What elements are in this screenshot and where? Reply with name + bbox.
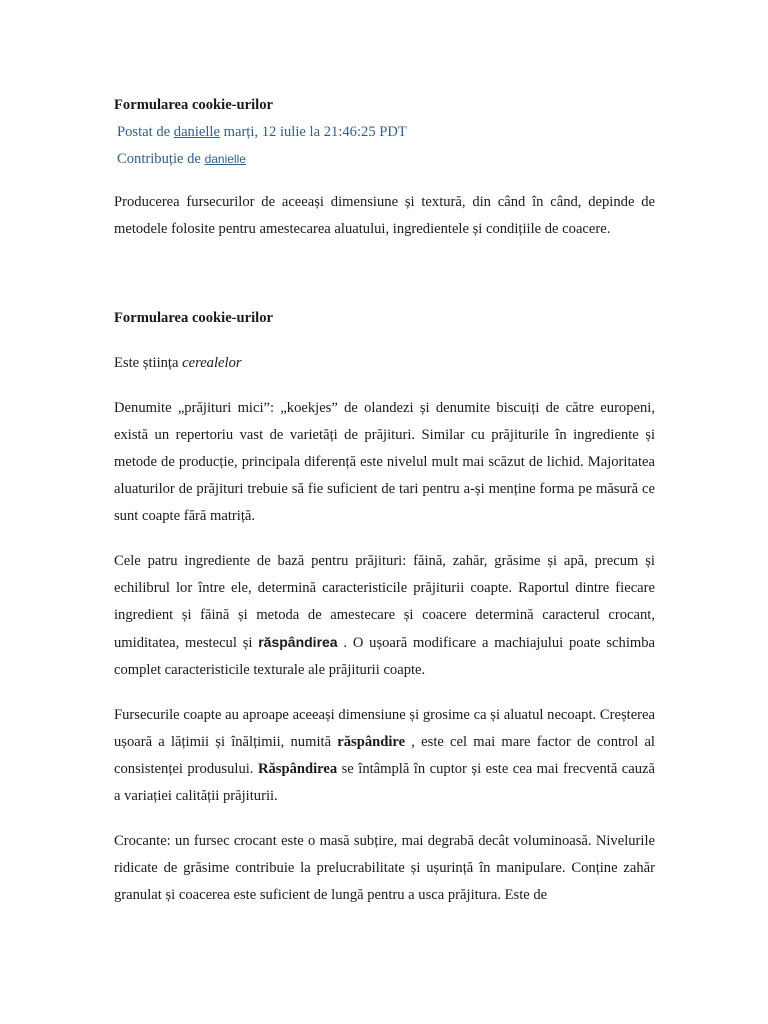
article-title: Formularea cookie-urilor — [114, 97, 274, 113]
p2-text-b: . O ușoară modificare a machiajului poate schimba complet caracteristicile texturale ale prăjiturii coapte. — [114, 635, 655, 678]
p3-text-a: Fursecurile coapte au aproape aceeași dimensiune și grosime ca și aluatul necoapt. Creșterea ușoară a lățimii și înălțimii, numită — [114, 707, 655, 750]
p3-text-b: , este cel mai mare factor de control al consistenței produsului. — [114, 734, 655, 777]
paragraph-4: Crocante: un fursec crocant este o masă subțire, mai degrabă decât voluminoasă. Nivelurile ridicate de grăsime contribuie la prelucrabilitate și ușurință în manipulare. Conține zahăr granulat și coacerea este suficient de lungă pentru a usca prăjitura. Este de — [114, 833, 655, 903]
paragraph-2 — [114, 548, 655, 684]
p3-text-c: se întâmplă în cuptor și este cea mai frecventă cauză a variației calității prăjiturii. — [114, 761, 655, 804]
p2-text-a: Cele patru ingrediente de bază pentru prăjituri: făină, zahăr, grăsime și apă, precum și echilibrul lor între ele, determină caracteristicile prăjiturii coapte. Raportul dintre fiecare ingredient și făină și metoda de amestecare și coacere determină caracterul crocant, umiditatea, mestecul și — [114, 553, 655, 651]
p2-bold-term: răspândirea — [258, 634, 338, 650]
contrib-prefix: Contribuție de — [117, 151, 205, 167]
science-prefix: Este știința — [114, 355, 183, 371]
p3-bold-term-1: răspândire — [337, 734, 406, 750]
posted-by-line — [117, 119, 655, 146]
contrib-author-link[interactable]: danielle — [204, 152, 246, 166]
paragraph-3 — [114, 702, 655, 810]
posted-date: marți, 12 iulie la 21:46:25 PDT — [219, 124, 407, 140]
science-line — [114, 350, 655, 377]
p3-bold-term-2: Răspândirea — [257, 761, 338, 777]
article-body — [114, 92, 655, 909]
science-term: cerealelor — [182, 355, 242, 371]
intro-paragraph: Producerea fursecurilor de aceeași dimensiune și textură, din când în când, depinde de metodele folosite pentru amestecarea aluatului, ingredientele și condițiile de coacere. — [114, 194, 655, 237]
posted-prefix: Postat de — [117, 124, 174, 140]
author-link[interactable]: danielle — [173, 124, 220, 140]
paragraph-1: Denumite „prăjituri mici”: „koekjes” de olandezi și denumite biscuiți de către europeni, există un repertoriu vast de varietăți de prăjituri. Similar cu prăjiturile în ingrediente și metode de producție, principala diferență este nivelul mult mai scăzut de lichid. Majoritatea aluaturilor de prăjituri trebuie să fie suficient de tari pentru a-și menține forma pe măsură ce sunt coapte fără matriță. — [114, 400, 655, 524]
contribution-line — [117, 146, 655, 173]
section-title: Formularea cookie-urilor — [114, 310, 274, 326]
